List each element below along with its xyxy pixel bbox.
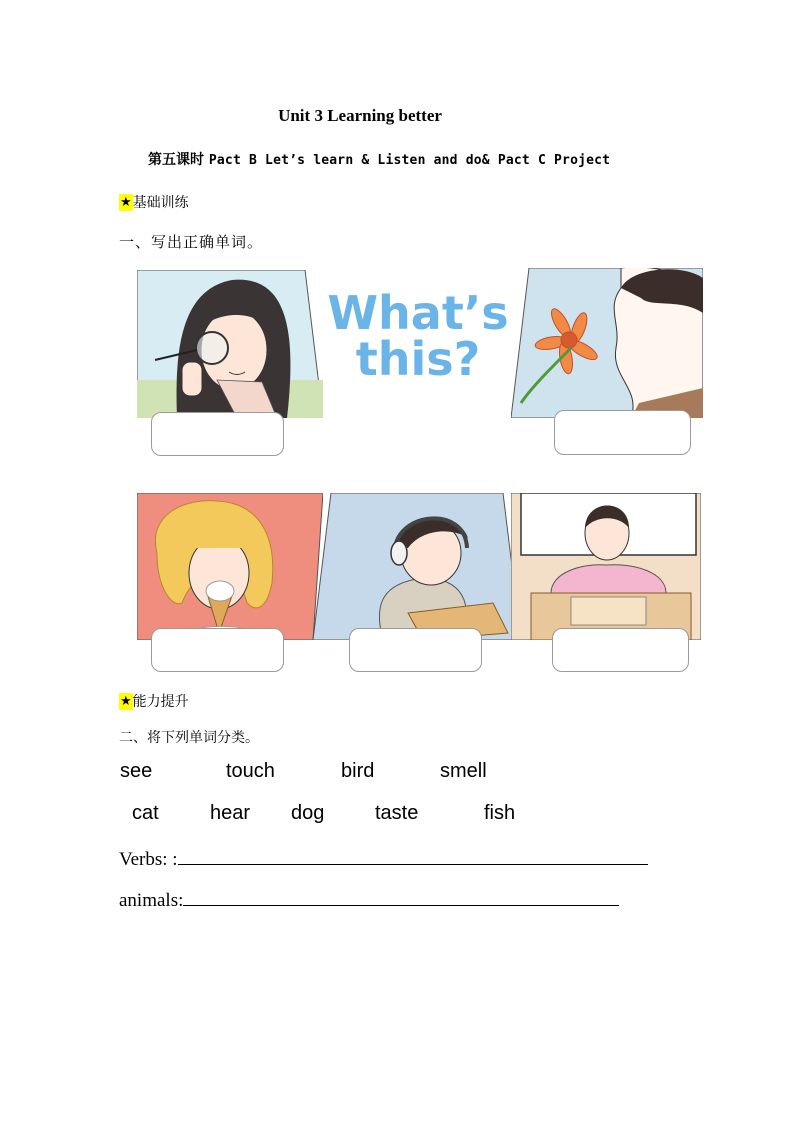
star-icon: ★ xyxy=(120,194,132,210)
answer-box-1[interactable] xyxy=(151,412,284,456)
animals-answer-line[interactable] xyxy=(183,887,619,906)
answer-box-4[interactable] xyxy=(349,628,482,672)
question-1-title: 一、写出正确单词。 xyxy=(119,233,264,251)
section-basic-label: 基础训练 xyxy=(132,195,189,211)
verbs-label: Verbs: : xyxy=(119,849,178,870)
word-bank-item: dog xyxy=(291,802,325,824)
section-basic-heading xyxy=(119,192,189,212)
whats-this-line2: this? xyxy=(355,332,481,386)
lesson-parts: Pact B Let’s learn & Listen and do& Pact C Project xyxy=(208,153,611,168)
verbs-answer-line[interactable] xyxy=(178,846,648,865)
word-bank-item: see xyxy=(120,760,153,782)
word-bank-item: touch xyxy=(226,760,275,782)
verbs-answer-row xyxy=(119,846,648,871)
section-improve-heading xyxy=(119,691,189,711)
word-bank-item: hear xyxy=(210,802,251,824)
question-2-title: 二、将下列单词分类。 xyxy=(119,730,259,746)
lesson-subtitle xyxy=(148,149,610,169)
picture-look-magnifier xyxy=(137,270,323,418)
whats-this-graphic xyxy=(318,286,518,386)
word-bank-item: cat xyxy=(132,802,159,824)
whats-this-line1: What’s xyxy=(327,286,509,340)
word-bank-item: taste xyxy=(375,802,419,824)
answer-box-3[interactable] xyxy=(151,628,284,672)
picture-smell-flower xyxy=(511,268,703,418)
page-title: Unit 3 Learning better xyxy=(278,106,442,125)
picture-taste-icecream xyxy=(137,493,323,640)
animals-answer-row xyxy=(119,887,619,912)
star-icon: ★ xyxy=(120,693,132,709)
lesson-number: 第五课时 xyxy=(148,152,204,168)
answer-box-2[interactable] xyxy=(554,410,691,455)
animals-label: animals: xyxy=(119,890,184,911)
answer-box-5[interactable] xyxy=(552,628,689,672)
picture-listen-headphones xyxy=(313,493,521,640)
word-bank-item: smell xyxy=(440,760,487,782)
word-bank-item: bird xyxy=(341,760,375,782)
picture-touch-desk xyxy=(511,493,701,640)
word-bank-item: fish xyxy=(484,802,516,824)
section-improve-label: 能力提升 xyxy=(132,694,189,710)
